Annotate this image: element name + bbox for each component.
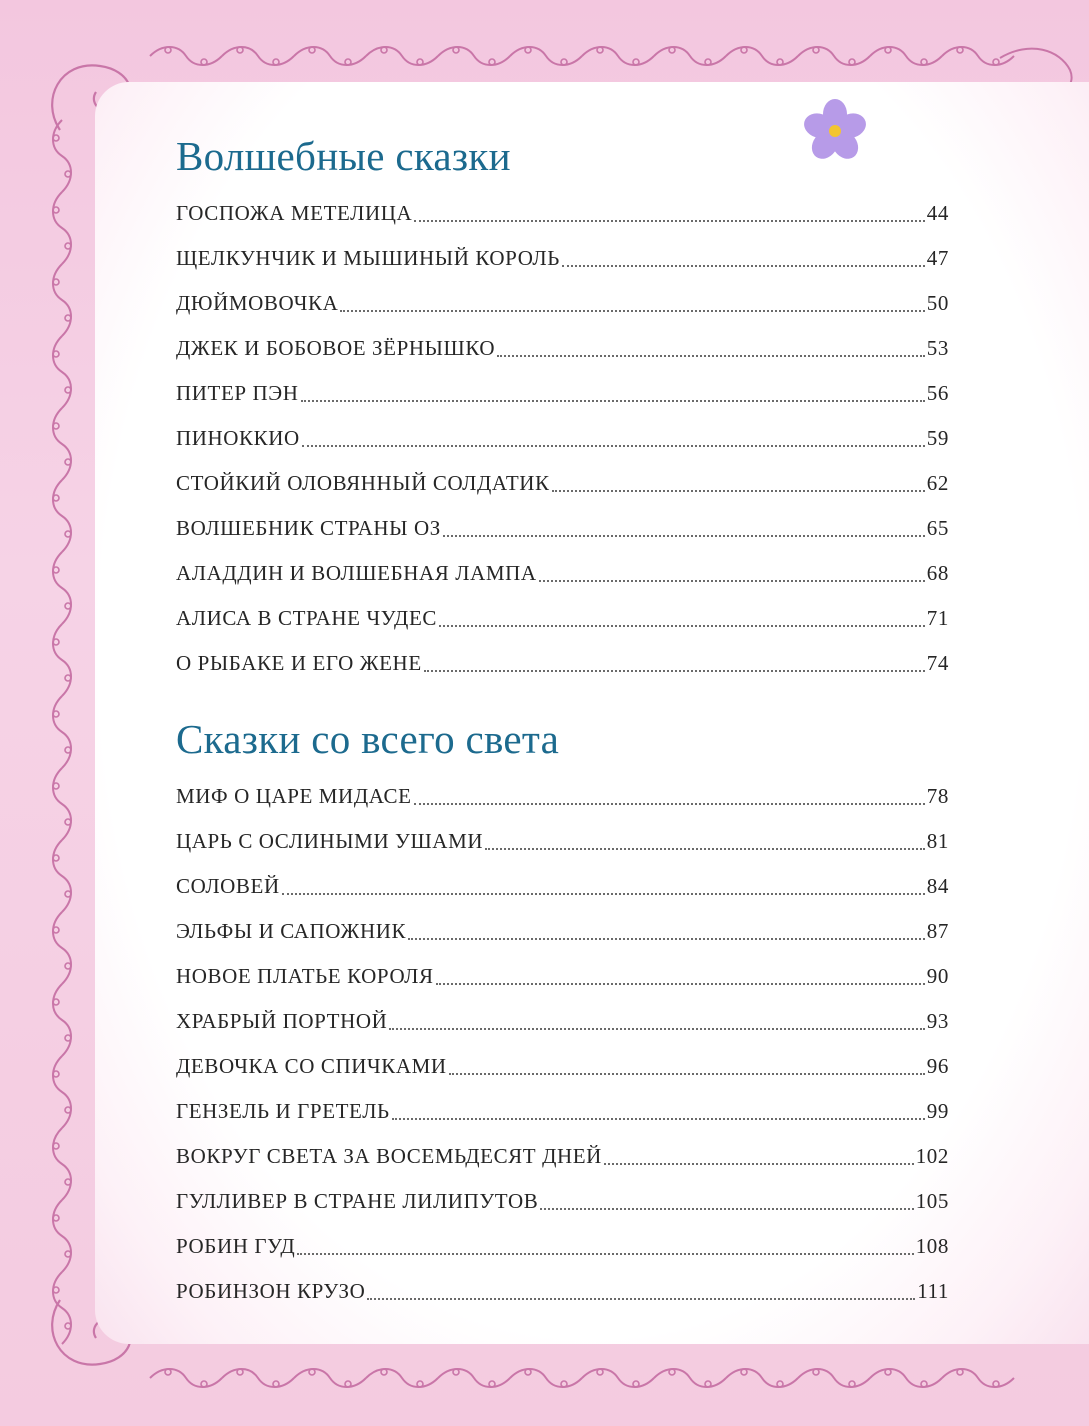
toc-entry-page: 87 <box>926 919 949 943</box>
toc-entry <box>176 326 949 371</box>
toc-entry-page: 65 <box>926 516 949 540</box>
toc-entry-title: ДЕВОЧКА СО СПИЧКАМИ <box>176 1054 447 1078</box>
toc-entry-page: 71 <box>926 606 949 630</box>
toc-entry-title: РОБИНЗОН КРУЗО <box>176 1279 366 1303</box>
toc-entry-page: 93 <box>926 1009 949 1033</box>
toc-entry-title: ЭЛЬФЫ И САПОЖНИК <box>176 919 407 943</box>
toc-entry-page: 102 <box>915 1144 949 1168</box>
dot-leader <box>414 787 925 805</box>
dot-leader <box>408 922 925 940</box>
toc-entry-title: МИФ О ЦАРЕ МИДАСЕ <box>176 784 412 808</box>
toc-entry <box>176 774 949 819</box>
toc-entry <box>176 999 949 1044</box>
dot-leader <box>439 609 925 627</box>
toc-entry-title: О РЫБАКЕ И ЕГО ЖЕНЕ <box>176 651 422 675</box>
toc-entry <box>176 641 949 686</box>
toc-entry <box>176 506 949 551</box>
flower-icon <box>800 98 870 164</box>
toc-entry <box>176 596 949 641</box>
toc-entry-title: НОВОЕ ПЛАТЬЕ КОРОЛЯ <box>176 964 434 988</box>
toc-entry-page: 68 <box>926 561 949 585</box>
toc-entry-title: АЛАДДИН И ВОЛШЕБНАЯ ЛАМПА <box>176 561 537 585</box>
toc-entry-page: 62 <box>926 471 949 495</box>
toc-entry-title: ГУЛЛИВЕР В СТРАНЕ ЛИЛИПУТОВ <box>176 1189 539 1213</box>
dot-leader <box>497 339 925 357</box>
dot-leader <box>449 1057 925 1075</box>
toc-entry-title: АЛИСА В СТРАНЕ ЧУДЕС <box>176 606 437 630</box>
toc-entry <box>176 281 949 326</box>
toc-entry-title: ЦАРЬ С ОСЛИНЫМИ УШАМИ <box>176 829 484 853</box>
dot-leader <box>297 1237 913 1255</box>
toc-entry-title: ПИТЕР ПЭН <box>176 381 299 405</box>
dot-leader <box>436 967 925 985</box>
toc-entry-title: РОБИН ГУД <box>176 1234 296 1258</box>
toc-entry-page: 90 <box>926 964 949 988</box>
toc-entry-title: СТОЙКИЙ ОЛОВЯННЫЙ СОЛДАТИК <box>176 471 550 495</box>
dot-leader <box>539 564 925 582</box>
dot-leader <box>302 429 925 447</box>
dot-leader <box>282 877 925 895</box>
toc-entry <box>176 1089 949 1134</box>
toc-entry-title: ВОКРУГ СВЕТА ЗА ВОСЕМЬДЕСЯТ ДНЕЙ <box>176 1144 602 1168</box>
toc-entry <box>176 1224 949 1269</box>
dot-leader <box>340 294 924 312</box>
toc-entry-title: ЩЕЛКУНЧИК И МЫШИНЫЙ КОРОЛЬ <box>176 246 560 270</box>
dot-leader <box>562 249 925 267</box>
dot-leader <box>424 654 925 672</box>
toc-entry <box>176 954 949 999</box>
dot-leader <box>414 204 924 222</box>
toc-entry-page: 99 <box>926 1099 949 1123</box>
toc-entry-title: ХРАБРЫЙ ПОРТНОЙ <box>176 1009 388 1033</box>
toc-entry <box>176 1044 949 1089</box>
section-title-world-tales: Сказки со всего света <box>176 716 560 762</box>
toc-entry <box>176 1269 949 1314</box>
toc-entry-title: ДЖЕК И БОБОВОЕ ЗЁРНЫШКО <box>176 336 496 360</box>
toc-entry-title: ДЮЙМОВОЧКА <box>176 291 339 315</box>
toc-entry-page: 78 <box>926 784 949 808</box>
toc-entry <box>176 1179 949 1224</box>
dot-leader <box>301 384 925 402</box>
dot-leader <box>540 1192 913 1210</box>
toc-entry-page: 84 <box>926 874 949 898</box>
toc-list-fairy-tales <box>176 191 949 686</box>
toc-entry <box>176 819 949 864</box>
dot-leader <box>552 474 925 492</box>
toc-entry-page: 81 <box>926 829 949 853</box>
dot-leader <box>485 832 925 850</box>
toc-entry-page: 105 <box>915 1189 949 1213</box>
toc-entry-page: 96 <box>926 1054 949 1078</box>
toc-entry-title: ПИНОККИО <box>176 426 300 450</box>
dot-leader <box>604 1147 914 1165</box>
toc-list-world-tales <box>176 774 949 1314</box>
dot-leader <box>443 519 925 537</box>
section-title-fairy-tales: Волшебные сказки <box>176 133 511 179</box>
toc-entry-page: 56 <box>926 381 949 405</box>
toc-entry <box>176 461 949 506</box>
toc-entry-title: ВОЛШЕБНИК СТРАНЫ ОЗ <box>176 516 441 540</box>
toc-entry <box>176 416 949 461</box>
dot-leader <box>389 1012 924 1030</box>
toc-entry <box>176 551 949 596</box>
toc-entry <box>176 191 949 236</box>
toc-entry-title: ГОСПОЖА МЕТЕЛИЦА <box>176 201 413 225</box>
toc-entry <box>176 371 949 416</box>
toc-entry <box>176 1134 949 1179</box>
dot-leader <box>392 1102 925 1120</box>
toc-entry <box>176 864 949 909</box>
toc-entry-page: 53 <box>926 336 949 360</box>
toc-entry-page: 47 <box>926 246 949 270</box>
toc-entry-page: 108 <box>915 1234 949 1258</box>
toc-entry-page: 74 <box>926 651 949 675</box>
toc-entry-page: 111 <box>917 1279 949 1303</box>
toc-entry-page: 50 <box>926 291 949 315</box>
toc-entry-page: 59 <box>926 426 949 450</box>
toc-entry <box>176 909 949 954</box>
toc-entry-title: СОЛОВЕЙ <box>176 874 280 898</box>
toc-entry-title: ГЕНЗЕЛЬ И ГРЕТЕЛЬ <box>176 1099 390 1123</box>
dot-leader <box>367 1282 915 1300</box>
toc-entry-page: 44 <box>926 201 949 225</box>
toc-entry <box>176 236 949 281</box>
